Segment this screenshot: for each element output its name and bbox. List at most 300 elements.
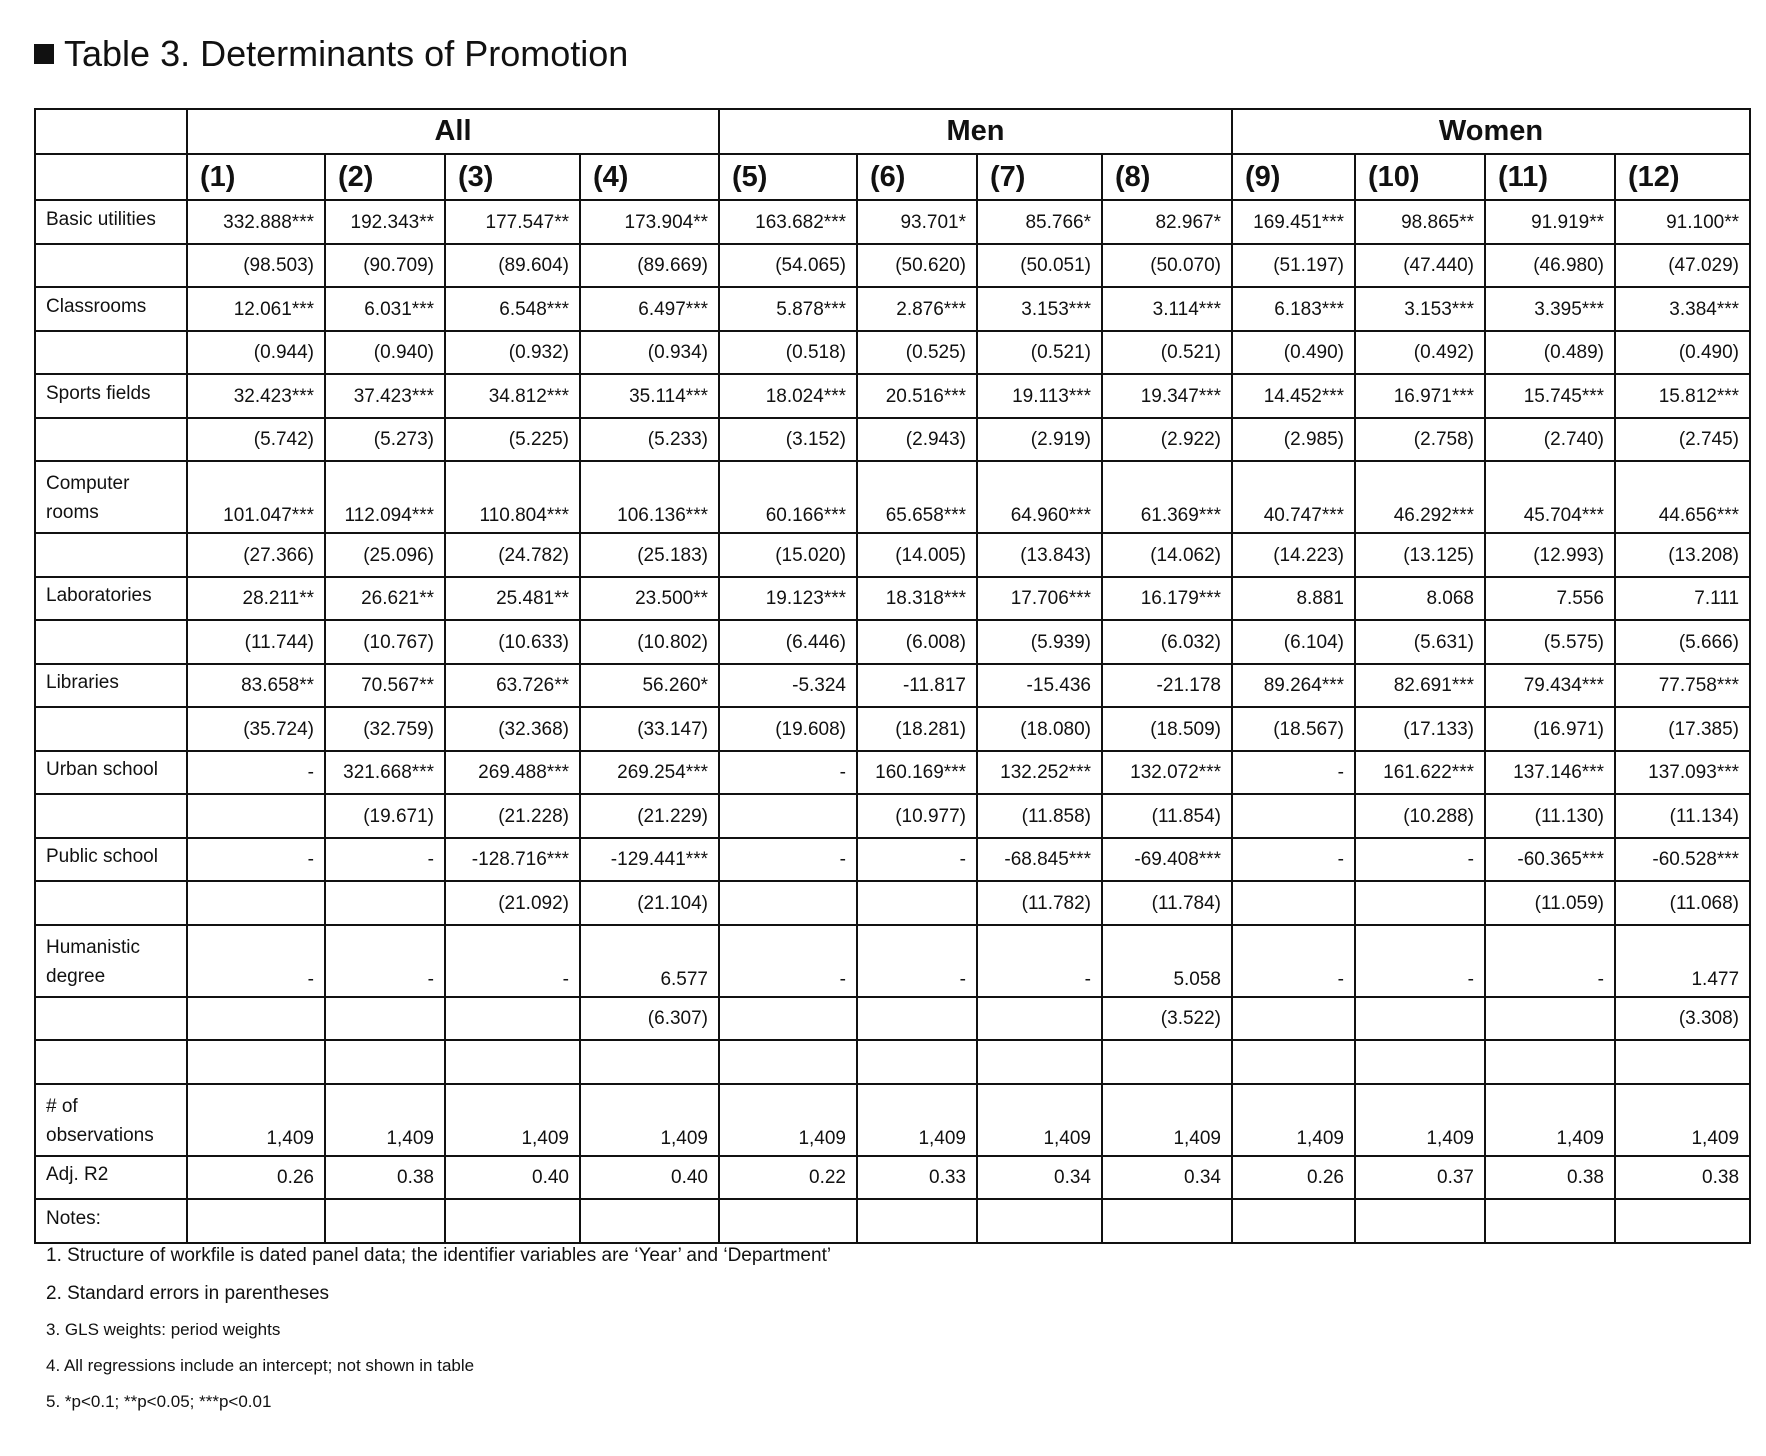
table-cell: 46.292*** bbox=[1355, 461, 1485, 533]
row-label bbox=[35, 997, 187, 1041]
table-cell bbox=[580, 1199, 719, 1243]
table-cell: (2.745) bbox=[1615, 418, 1750, 462]
table-cell bbox=[325, 1040, 445, 1084]
table-cell: 5.878*** bbox=[719, 287, 857, 331]
row-label: Libraries bbox=[35, 664, 187, 708]
table-cell: - bbox=[187, 751, 325, 795]
table-row bbox=[35, 838, 1750, 882]
table-cell: (12.993) bbox=[1485, 533, 1615, 577]
table-cell bbox=[187, 1199, 325, 1243]
table-cell: 137.093*** bbox=[1615, 751, 1750, 795]
table-cell: 1,409 bbox=[857, 1084, 977, 1156]
table-row bbox=[35, 1156, 1750, 1200]
table-cell: (5.631) bbox=[1355, 620, 1485, 664]
table-cell: 98.865** bbox=[1355, 200, 1485, 244]
table-cell: 6.031*** bbox=[325, 287, 445, 331]
table-cell bbox=[857, 1199, 977, 1243]
table-cell: 23.500** bbox=[580, 577, 719, 621]
table-cell: 82.967* bbox=[1102, 200, 1232, 244]
table-cell: - bbox=[977, 925, 1102, 997]
table-cell: 6.548*** bbox=[445, 287, 580, 331]
table-cell: (3.522) bbox=[1102, 997, 1232, 1041]
table-cell bbox=[445, 1199, 580, 1243]
table-cell: - bbox=[445, 925, 580, 997]
table-cell: (19.608) bbox=[719, 707, 857, 751]
table-cell: (5.273) bbox=[325, 418, 445, 462]
table-cell: (2.943) bbox=[857, 418, 977, 462]
table-cell: 60.166*** bbox=[719, 461, 857, 533]
table-cell: 269.488*** bbox=[445, 751, 580, 795]
table-cell: -60.528*** bbox=[1615, 838, 1750, 882]
table-cell: 0.40 bbox=[445, 1156, 580, 1200]
table-cell: -60.365*** bbox=[1485, 838, 1615, 882]
table-cell: (0.490) bbox=[1615, 331, 1750, 375]
table-cell: - bbox=[1232, 838, 1355, 882]
table-cell: 0.38 bbox=[1615, 1156, 1750, 1200]
table-cell: 45.704*** bbox=[1485, 461, 1615, 533]
group-header-all: All bbox=[187, 109, 719, 154]
table-cell: 8.068 bbox=[1355, 577, 1485, 621]
table-row bbox=[35, 1040, 1750, 1084]
table-cell: 3.153*** bbox=[977, 287, 1102, 331]
table-cell: 26.621** bbox=[325, 577, 445, 621]
table-cell: 3.395*** bbox=[1485, 287, 1615, 331]
table-cell bbox=[719, 997, 857, 1041]
table-cell: (10.767) bbox=[325, 620, 445, 664]
table-row bbox=[35, 461, 1750, 533]
column-header: (2) bbox=[325, 154, 445, 200]
table-cell: 0.38 bbox=[1485, 1156, 1615, 1200]
table-cell: (6.104) bbox=[1232, 620, 1355, 664]
row-label: Public school bbox=[35, 838, 187, 882]
table-cell: (18.567) bbox=[1232, 707, 1355, 751]
table-cell: (54.065) bbox=[719, 244, 857, 288]
table-cell: (5.575) bbox=[1485, 620, 1615, 664]
table-cell: 3.384*** bbox=[1615, 287, 1750, 331]
column-header: (11) bbox=[1485, 154, 1615, 200]
table-cell: 18.024*** bbox=[719, 374, 857, 418]
table-cell: (16.971) bbox=[1485, 707, 1615, 751]
table-cell: - bbox=[1355, 838, 1485, 882]
table-cell: - bbox=[857, 838, 977, 882]
table-cell bbox=[1615, 1040, 1750, 1084]
table-cell: (6.307) bbox=[580, 997, 719, 1041]
table-cell: 7.556 bbox=[1485, 577, 1615, 621]
table-cell: 28.211** bbox=[187, 577, 325, 621]
table-cell: (11.854) bbox=[1102, 794, 1232, 838]
table-cell: (24.782) bbox=[445, 533, 580, 577]
table-row bbox=[35, 244, 1750, 288]
table-cell: - bbox=[187, 838, 325, 882]
row-label bbox=[35, 707, 187, 751]
table-cell: 12.061*** bbox=[187, 287, 325, 331]
table-cell: (3.152) bbox=[719, 418, 857, 462]
table-cell: 20.516*** bbox=[857, 374, 977, 418]
table-cell bbox=[719, 1040, 857, 1084]
table-cell bbox=[857, 997, 977, 1041]
table-cell: 70.567** bbox=[325, 664, 445, 708]
table-cell: 7.111 bbox=[1615, 577, 1750, 621]
note-line: 5. *p<0.1; **p<0.05; ***p<0.01 bbox=[46, 1392, 272, 1411]
table-cell: 19.113*** bbox=[977, 374, 1102, 418]
table-row bbox=[35, 1084, 1750, 1156]
table-cell: (25.096) bbox=[325, 533, 445, 577]
table-cell: 101.047*** bbox=[187, 461, 325, 533]
table-cell: 0.34 bbox=[977, 1156, 1102, 1200]
table-cell: (0.944) bbox=[187, 331, 325, 375]
table-cell bbox=[1232, 794, 1355, 838]
table-cell bbox=[325, 881, 445, 925]
table-cell: 0.26 bbox=[1232, 1156, 1355, 1200]
column-number-row bbox=[35, 154, 1750, 200]
table-cell: 321.668*** bbox=[325, 751, 445, 795]
table-cell: 2.876*** bbox=[857, 287, 977, 331]
table-cell: (6.032) bbox=[1102, 620, 1232, 664]
table-cell: - bbox=[1355, 925, 1485, 997]
table-cell: 332.888*** bbox=[187, 200, 325, 244]
table-row bbox=[35, 620, 1750, 664]
note-line: 4. All regressions include an intercept; not shown in table bbox=[46, 1356, 475, 1375]
table-cell: - bbox=[1232, 925, 1355, 997]
table-cell bbox=[857, 1040, 977, 1084]
table-cell: (6.008) bbox=[857, 620, 977, 664]
column-header: (10) bbox=[1355, 154, 1485, 200]
table-cell: -129.441*** bbox=[580, 838, 719, 882]
table-cell: 0.34 bbox=[1102, 1156, 1232, 1200]
table-cell: (11.059) bbox=[1485, 881, 1615, 925]
column-header: (4) bbox=[580, 154, 719, 200]
table-cell: 34.812*** bbox=[445, 374, 580, 418]
table-cell: 8.881 bbox=[1232, 577, 1355, 621]
table-cell: (5.939) bbox=[977, 620, 1102, 664]
table-cell bbox=[1615, 1199, 1750, 1243]
table-cell: 0.38 bbox=[325, 1156, 445, 1200]
table-cell: 1,409 bbox=[1615, 1084, 1750, 1156]
group-header-women: Women bbox=[1232, 109, 1750, 154]
table-cell: 63.726** bbox=[445, 664, 580, 708]
row-label: Classrooms bbox=[35, 287, 187, 331]
table-cell: 160.169*** bbox=[857, 751, 977, 795]
table-cell: 1,409 bbox=[977, 1084, 1102, 1156]
table-cell: - bbox=[1485, 925, 1615, 997]
table-cell: 77.758*** bbox=[1615, 664, 1750, 708]
table-cell bbox=[187, 881, 325, 925]
table-cell: (0.518) bbox=[719, 331, 857, 375]
table-cell: 169.451*** bbox=[1232, 200, 1355, 244]
table-cell: (10.802) bbox=[580, 620, 719, 664]
table-cell: 15.745*** bbox=[1485, 374, 1615, 418]
table-cell: - bbox=[719, 925, 857, 997]
table-cell: 5.058 bbox=[1102, 925, 1232, 997]
table-cell: 83.658** bbox=[187, 664, 325, 708]
table-cell: 0.40 bbox=[580, 1156, 719, 1200]
table-cell bbox=[1355, 1199, 1485, 1243]
table-cell: 1,409 bbox=[1232, 1084, 1355, 1156]
table-cell: -5.324 bbox=[719, 664, 857, 708]
table-cell: (21.104) bbox=[580, 881, 719, 925]
table-cell: -21.178 bbox=[1102, 664, 1232, 708]
table-row bbox=[35, 418, 1750, 462]
table-cell: 1,409 bbox=[445, 1084, 580, 1156]
table-cell bbox=[325, 997, 445, 1041]
table-cell: (13.843) bbox=[977, 533, 1102, 577]
table-cell: 1,409 bbox=[719, 1084, 857, 1156]
column-header: (1) bbox=[187, 154, 325, 200]
table-row bbox=[35, 664, 1750, 708]
table-row bbox=[35, 287, 1750, 331]
table-cell: 1,409 bbox=[1485, 1084, 1615, 1156]
table-cell: 112.094*** bbox=[325, 461, 445, 533]
table-cell: 32.423*** bbox=[187, 374, 325, 418]
table-row bbox=[35, 1199, 1750, 1243]
table-cell: -68.845*** bbox=[977, 838, 1102, 882]
table-cell: - bbox=[325, 925, 445, 997]
table-cell: (25.183) bbox=[580, 533, 719, 577]
table-cell bbox=[1232, 997, 1355, 1041]
group-header-men: Men bbox=[719, 109, 1232, 154]
table-cell: 6.183*** bbox=[1232, 287, 1355, 331]
table-cell: (14.223) bbox=[1232, 533, 1355, 577]
row-label bbox=[35, 533, 187, 577]
table-cell bbox=[1485, 997, 1615, 1041]
row-label bbox=[35, 881, 187, 925]
table-cell: (10.288) bbox=[1355, 794, 1485, 838]
table-cell: (35.724) bbox=[187, 707, 325, 751]
table-cell bbox=[580, 1040, 719, 1084]
table-cell: 132.072*** bbox=[1102, 751, 1232, 795]
column-header: (5) bbox=[719, 154, 857, 200]
table-cell: (18.281) bbox=[857, 707, 977, 751]
table-cell: 65.658*** bbox=[857, 461, 977, 533]
row-label: Humanistic degree bbox=[35, 925, 187, 997]
table-cell: (6.446) bbox=[719, 620, 857, 664]
table-cell: - bbox=[1232, 751, 1355, 795]
table-cell bbox=[719, 794, 857, 838]
table-cell: 173.904** bbox=[580, 200, 719, 244]
table-cell: (0.521) bbox=[977, 331, 1102, 375]
table-cell: (10.977) bbox=[857, 794, 977, 838]
table-cell: (0.490) bbox=[1232, 331, 1355, 375]
group-header-row bbox=[35, 109, 1750, 154]
table-cell: (11.782) bbox=[977, 881, 1102, 925]
row-label: Adj. R2 bbox=[35, 1156, 187, 1200]
table-cell: (2.919) bbox=[977, 418, 1102, 462]
table-cell bbox=[445, 1040, 580, 1084]
table-cell bbox=[187, 794, 325, 838]
table-cell: (3.308) bbox=[1615, 997, 1750, 1041]
row-label bbox=[35, 418, 187, 462]
table-cell: (47.440) bbox=[1355, 244, 1485, 288]
table-cell: 192.343** bbox=[325, 200, 445, 244]
row-label bbox=[35, 794, 187, 838]
row-label: Basic utilities bbox=[35, 200, 187, 244]
table-cell: (15.020) bbox=[719, 533, 857, 577]
table-cell: (0.492) bbox=[1355, 331, 1485, 375]
table-cell: 82.691*** bbox=[1355, 664, 1485, 708]
table-cell: (98.503) bbox=[187, 244, 325, 288]
table-cell: (2.922) bbox=[1102, 418, 1232, 462]
table-row bbox=[35, 925, 1750, 997]
table-cell: (2.740) bbox=[1485, 418, 1615, 462]
table-cell: 3.153*** bbox=[1355, 287, 1485, 331]
table-cell: (2.758) bbox=[1355, 418, 1485, 462]
table-cell: - bbox=[187, 925, 325, 997]
header-empty-cell bbox=[35, 109, 187, 154]
table-row bbox=[35, 374, 1750, 418]
table-cell bbox=[1355, 1040, 1485, 1084]
table-cell: - bbox=[325, 838, 445, 882]
table-cell: (50.070) bbox=[1102, 244, 1232, 288]
table-row bbox=[35, 200, 1750, 244]
table-cell: 93.701* bbox=[857, 200, 977, 244]
table-cell: (5.233) bbox=[580, 418, 719, 462]
table-cell: 1,409 bbox=[325, 1084, 445, 1156]
column-header: (7) bbox=[977, 154, 1102, 200]
row-label: Notes: bbox=[35, 1199, 187, 1243]
table-cell: 1,409 bbox=[187, 1084, 325, 1156]
table-row bbox=[35, 707, 1750, 751]
table-cell bbox=[977, 1040, 1102, 1084]
table-cell: (11.858) bbox=[977, 794, 1102, 838]
table-cell: (0.489) bbox=[1485, 331, 1615, 375]
table-cell: (14.005) bbox=[857, 533, 977, 577]
table-cell: 56.260* bbox=[580, 664, 719, 708]
table-cell: (13.125) bbox=[1355, 533, 1485, 577]
table-cell: (19.671) bbox=[325, 794, 445, 838]
table-row bbox=[35, 533, 1750, 577]
table-row bbox=[35, 997, 1750, 1041]
table-cell bbox=[1355, 881, 1485, 925]
table-cell: (2.985) bbox=[1232, 418, 1355, 462]
table-cell: (11.130) bbox=[1485, 794, 1615, 838]
table-cell: 61.369*** bbox=[1102, 461, 1232, 533]
table-cell: - bbox=[719, 751, 857, 795]
table-cell: 0.22 bbox=[719, 1156, 857, 1200]
table-cell bbox=[1355, 997, 1485, 1041]
table-row bbox=[35, 751, 1750, 795]
table-title: Table 3. Determinants of Promotion bbox=[64, 33, 629, 74]
table-row bbox=[35, 577, 1750, 621]
table-cell: (18.509) bbox=[1102, 707, 1232, 751]
column-header: (8) bbox=[1102, 154, 1232, 200]
table-cell: 44.656*** bbox=[1615, 461, 1750, 533]
table-cell bbox=[1232, 881, 1355, 925]
table-cell: -128.716*** bbox=[445, 838, 580, 882]
table-cell: -11.817 bbox=[857, 664, 977, 708]
table-cell: (27.366) bbox=[187, 533, 325, 577]
table-cell: - bbox=[857, 925, 977, 997]
table-cell: (0.940) bbox=[325, 331, 445, 375]
table-cell bbox=[857, 881, 977, 925]
table-cell bbox=[977, 1199, 1102, 1243]
column-header: (9) bbox=[1232, 154, 1355, 200]
row-label bbox=[35, 620, 187, 664]
table-cell bbox=[1102, 1040, 1232, 1084]
table-cell: 91.100** bbox=[1615, 200, 1750, 244]
table-cell: (11.744) bbox=[187, 620, 325, 664]
table-cell: (33.147) bbox=[580, 707, 719, 751]
table-cell bbox=[977, 997, 1102, 1041]
table-cell: (11.134) bbox=[1615, 794, 1750, 838]
table-cell: 40.747*** bbox=[1232, 461, 1355, 533]
table-cell: 16.971*** bbox=[1355, 374, 1485, 418]
table-cell: 89.264*** bbox=[1232, 664, 1355, 708]
table-cell: 17.706*** bbox=[977, 577, 1102, 621]
table-cell bbox=[1102, 1199, 1232, 1243]
table-cell: (50.051) bbox=[977, 244, 1102, 288]
table-cell: 161.622*** bbox=[1355, 751, 1485, 795]
table-cell: 132.252*** bbox=[977, 751, 1102, 795]
table-cell: 1.477 bbox=[1615, 925, 1750, 997]
table-cell: (51.197) bbox=[1232, 244, 1355, 288]
table-cell: 15.812*** bbox=[1615, 374, 1750, 418]
table-cell: (17.133) bbox=[1355, 707, 1485, 751]
table-cell: 106.136*** bbox=[580, 461, 719, 533]
row-label bbox=[35, 244, 187, 288]
table-cell: 0.26 bbox=[187, 1156, 325, 1200]
table-cell: 177.547** bbox=[445, 200, 580, 244]
column-header: (6) bbox=[857, 154, 977, 200]
table-cell: 1,409 bbox=[580, 1084, 719, 1156]
table-cell: - bbox=[719, 838, 857, 882]
table-cell: 85.766* bbox=[977, 200, 1102, 244]
table-cell: 269.254*** bbox=[580, 751, 719, 795]
table-cell: (0.525) bbox=[857, 331, 977, 375]
row-label: Laboratories bbox=[35, 577, 187, 621]
table-cell: -15.436 bbox=[977, 664, 1102, 708]
row-label: # of observations bbox=[35, 1084, 187, 1156]
table-cell: 3.114*** bbox=[1102, 287, 1232, 331]
table-cell: (10.633) bbox=[445, 620, 580, 664]
row-label: Urban school bbox=[35, 751, 187, 795]
table-cell: (11.068) bbox=[1615, 881, 1750, 925]
table-cell: (46.980) bbox=[1485, 244, 1615, 288]
table-cell bbox=[719, 1199, 857, 1243]
table-cell: 25.481** bbox=[445, 577, 580, 621]
table-cell: (50.620) bbox=[857, 244, 977, 288]
header-empty-cell bbox=[35, 154, 187, 200]
table-cell bbox=[1485, 1040, 1615, 1084]
table-cell: -69.408*** bbox=[1102, 838, 1232, 882]
table-title-block bbox=[34, 30, 628, 78]
row-label: Sports fields bbox=[35, 374, 187, 418]
table-row bbox=[35, 881, 1750, 925]
table-cell: 14.452*** bbox=[1232, 374, 1355, 418]
column-header: (3) bbox=[445, 154, 580, 200]
table-cell bbox=[445, 997, 580, 1041]
note-line: 2. Standard errors in parentheses bbox=[46, 1283, 330, 1304]
table-cell: 16.179*** bbox=[1102, 577, 1232, 621]
row-label: Computer rooms bbox=[35, 461, 187, 533]
table-cell: (0.521) bbox=[1102, 331, 1232, 375]
table-cell: (0.934) bbox=[580, 331, 719, 375]
table-cell: (5.666) bbox=[1615, 620, 1750, 664]
table-cell: (17.385) bbox=[1615, 707, 1750, 751]
table-cell bbox=[1232, 1199, 1355, 1243]
table-cell: (21.228) bbox=[445, 794, 580, 838]
table-cell: (5.225) bbox=[445, 418, 580, 462]
table-row bbox=[35, 794, 1750, 838]
table-cell bbox=[1232, 1040, 1355, 1084]
table-cell: (11.784) bbox=[1102, 881, 1232, 925]
table-cell: (32.368) bbox=[445, 707, 580, 751]
table-cell: (5.742) bbox=[187, 418, 325, 462]
table-cell: 110.804*** bbox=[445, 461, 580, 533]
table-cell: 79.434*** bbox=[1485, 664, 1615, 708]
table-cell: (21.229) bbox=[580, 794, 719, 838]
note-line: 1. Structure of workfile is dated panel data; the identifier variables are ‘Year’ and ‘Department’ bbox=[46, 1245, 832, 1266]
table-cell: 19.347*** bbox=[1102, 374, 1232, 418]
